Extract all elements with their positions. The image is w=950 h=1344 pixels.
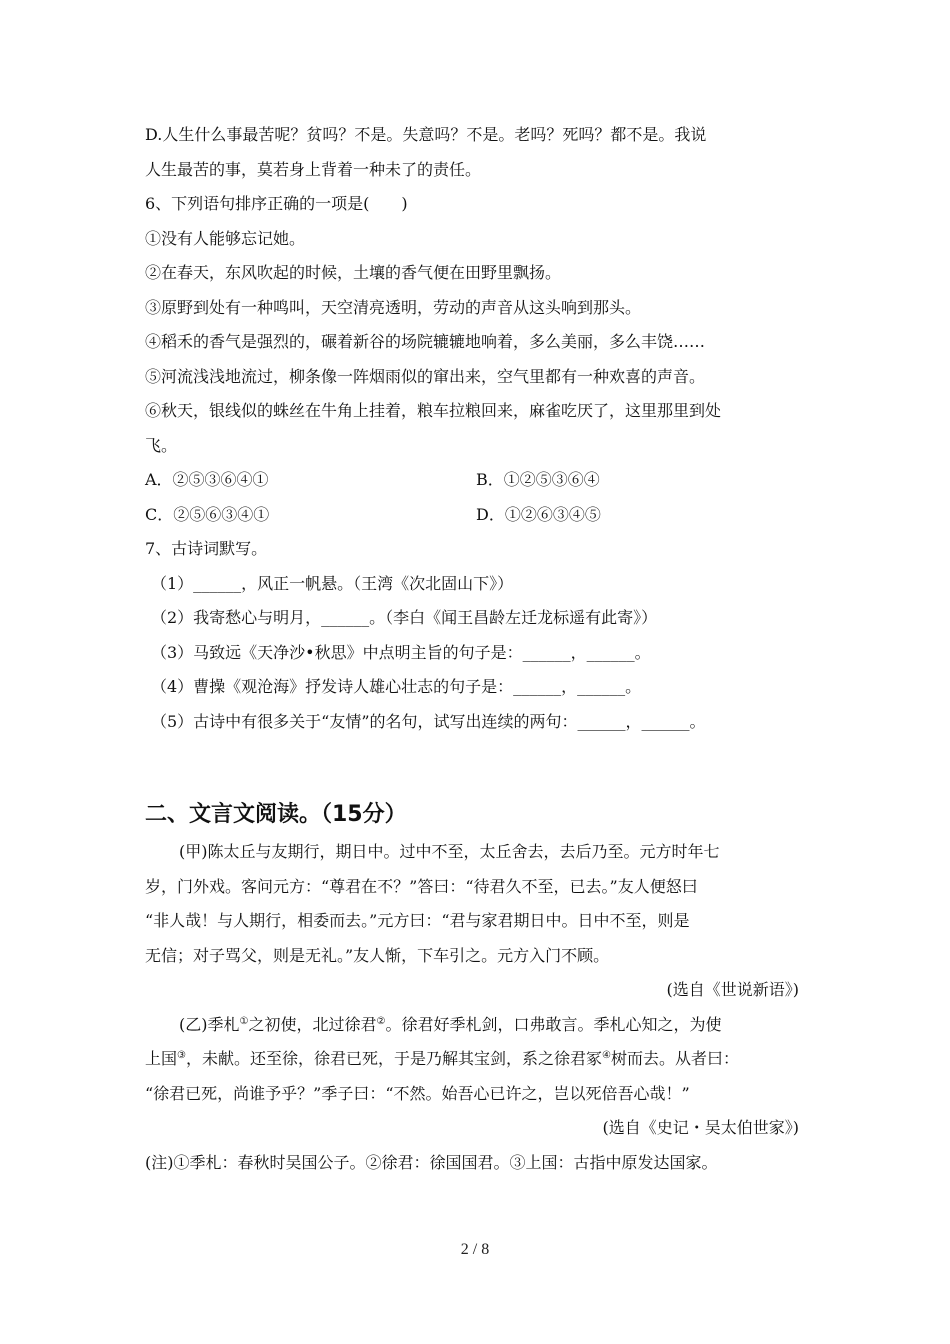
passage-note: (注)①季札：春秋时吴国公子。②徐君：徐国国君。③上国：古指中原发达国家。 [145, 1152, 718, 1172]
q7-item-2: （2）我寄愁心与明月，______。（李白《闻王昌龄左迁龙标遥有此寄》） [151, 608, 658, 627]
passage-yi-line-3: “徐君已死，尚谁予乎？”季子曰：“不然。始吾心已许之，岂以死倍吾心哉！” [145, 1083, 690, 1103]
passage-yi-line-2: 上国③，未献。还至徐，徐君已死，于是乃解其宝剑，系之徐君冢④树而去。从者曰： [145, 1049, 739, 1068]
passage-jia-line-3: “非人哉！与人期行，相委而去。”元方曰：“君与家君期日中。日中不至，则是 [145, 911, 690, 930]
q7-item-5: （5）古诗中有很多关于“友情”的名句，试写出连续的两句：______，______。 [151, 711, 706, 731]
passage-jia-line-1: (甲)陈太丘与友期行，期日中。过中不至，太丘舍去，去后乃至。元方时年七 [179, 842, 720, 861]
footnote-mark-4: ④ [602, 1050, 611, 1061]
q6-option-a: A．②⑤③⑥④① [145, 470, 269, 489]
q6-sentence-1: ①没有人能够忘记她。 [145, 228, 306, 248]
q6-stem: 6、下列语句排序正确的一项是( ) [145, 194, 408, 213]
footnote-mark-3: ③ [177, 1050, 186, 1061]
q6-sentence-6: ⑥秋天，银线似的蛛丝在牛角上挂着，粮车拉粮回来，麻雀吃厌了，这里那里到处 [145, 401, 722, 420]
q6-options-row-1 [145, 463, 807, 498]
passage-yi-line-1: (乙)季札①之初使，北过徐君②。徐君好季札剑，口弗敢言。季札心知之，为使 [179, 1014, 722, 1034]
q6-sentence-5: ⑤河流浅浅地流过，柳条像一阵烟雨似的窜出来，空气里都有一种欢喜的声音。 [145, 366, 706, 386]
q6-option-b: B．①②⑤③⑥④ [476, 470, 600, 489]
footnote-mark-1: ① [239, 1015, 249, 1027]
q5-option-d-line2: 人生最苦的事，莫若身上背着一种未了的责任。 [145, 159, 482, 179]
q6-option-c: C．②⑤⑥③④① [145, 504, 270, 524]
q6-option-d: D．①②⑥③④⑤ [476, 504, 601, 524]
footnote-mark-2: ② [376, 1015, 386, 1027]
passage-yi-source: (选自《史记・吴太伯世家》) [602, 1118, 799, 1137]
q5-option-d-line1: D.人生什么事最苦呢？贫吗？不是。失意吗？不是。老吗？死吗？都不是。我说 [145, 125, 707, 144]
passage-jia-line-4: 无信；对子骂父，则是无礼。”友人惭，下车引之。元方入门不顾。 [145, 945, 610, 965]
passage-jia-source: (选自《世说新语》) [666, 980, 799, 999]
q7-item-4: （4）曹操《观沧海》抒发诗人雄心壮志的句子是：______，______。 [151, 677, 642, 696]
page-number: 2 / 8 [460, 1241, 490, 1258]
q7-item-3: （3）马致远《天净沙•秋思》中点明主旨的句子是：______，______。 [151, 642, 651, 662]
q7-item-1: （1）______，风正一帆悬。（王湾《次北固山下》） [151, 573, 514, 593]
q6-options-row-2 [145, 498, 807, 533]
q7-stem: 7、古诗词默写。 [145, 539, 268, 558]
document-page [145, 118, 807, 1180]
q6-sentence-2: ②在春天，东风吹起的时候，土壤的香气便在田野里飘扬。 [145, 263, 562, 282]
q6-sentence-6-cont: 飞。 [145, 435, 178, 455]
section-2-title: 二、文言文阅读。（15分） [145, 802, 407, 827]
q6-sentence-4: ④稻禾的香气是强烈的，碾着新谷的场院辘辘地响着，多么美丽，多么丰饶…… [145, 332, 706, 351]
q6-sentence-3: ③原野到处有一种鸣叫，天空清亮透明，劳动的声音从这头响到那头。 [145, 297, 642, 317]
passage-jia-line-2: 岁，门外戏。客问元方：“尊君在不？”答曰：“待君久不至，已去。”友人便怒曰 [145, 876, 698, 896]
